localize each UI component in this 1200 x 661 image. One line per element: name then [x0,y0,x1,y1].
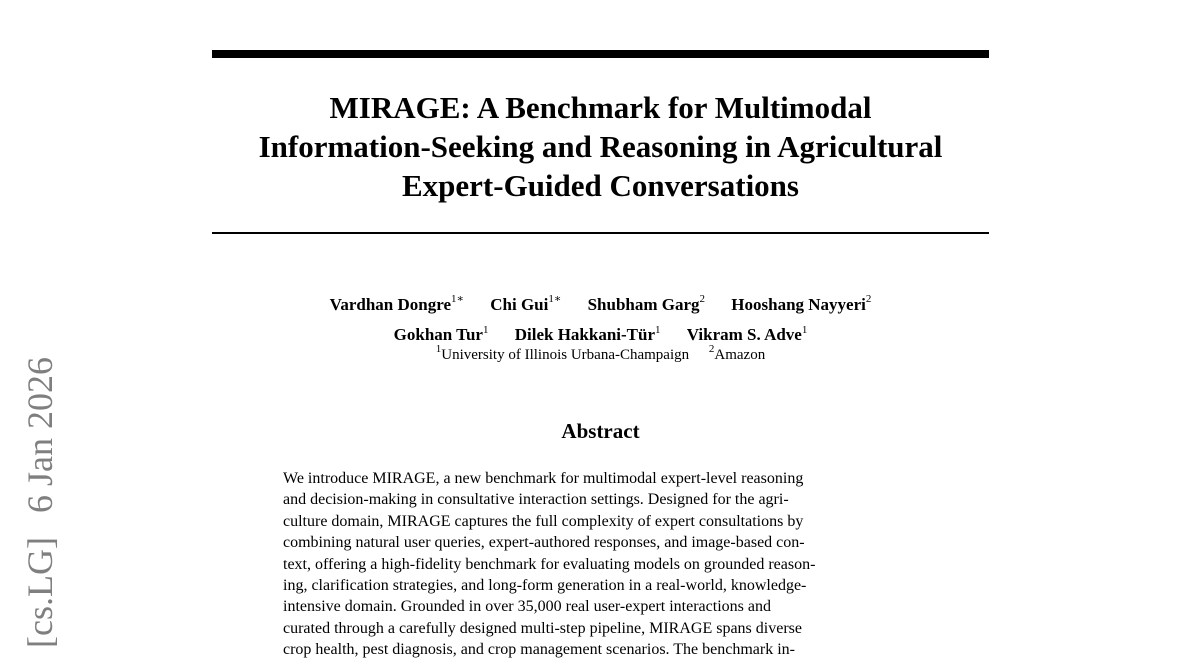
author [731,295,871,314]
abstract-line: crop health, pest diagnosis, and crop management scenarios. The benchmark in- [283,641,795,659]
affiliation-list [212,340,989,365]
author-name: Vardhan Dongre [329,294,451,314]
paper-title [212,88,989,205]
author-row [212,287,989,318]
title-line: Information-Seeking and Reasoning in Agricultural [258,129,943,164]
abstract-heading: Abstract [561,419,640,443]
author-affiliation-mark: 1 [482,323,489,336]
author [490,295,561,314]
author-affiliation-mark: 2 [865,293,872,305]
abstract-line: ing, clarification strategies, and long-form generation in a real-world, knowledge- [283,576,807,594]
abstract-line: curated through a carefully designed multi-step pipeline, MIRAGE spans diverse [283,619,802,637]
affiliation-name: University of Illinois Urbana-Champaign [441,347,690,363]
author-affiliation-mark: 1∗ [548,293,562,305]
affiliation-mark: 2 [708,343,715,355]
author-affiliation-mark: 1 [801,323,808,336]
abstract-line: text, offering a high-fidelity benchmark for evaluating models on grounded reason- [283,555,816,573]
arxiv-stamp [10,357,70,648]
abstract-line: We introduce MIRAGE, a new benchmark for multimodal expert-level reasoning [283,470,804,487]
abstract-text [283,468,920,661]
author-affiliation-mark: 1 [655,323,661,336]
author-name: Chi Gui [490,294,549,314]
affiliation [708,343,766,363]
title-top-rule [212,50,989,58]
affiliation [435,343,690,363]
arxiv-category: [cs.LG] [20,537,60,648]
abstract-line: culture domain, MIRAGE captures the full complexity of expert consultations by [283,512,804,530]
affiliation-name: Amazon [714,347,766,363]
author-name: Dilek Hakkani-Tür [514,325,656,345]
title-line: MIRAGE: A Benchmark for Multimodal [329,90,872,125]
author-affiliation-mark: 2 [699,293,706,305]
author-name: Gokhan Tur [393,325,483,345]
author [588,295,705,314]
author-affiliation-mark: 1∗ [451,293,464,305]
abstract-line: intensive domain. Grounded in over 35,000 real user-expert interactions and [283,598,771,616]
affiliation-mark: 1 [435,343,442,355]
arxiv-date: 6 Jan 2026 [20,357,60,514]
author-name: Hooshang Nayyeri [731,294,866,314]
title-line: Expert-Guided Conversations [402,168,799,203]
author [330,295,464,314]
title-bottom-rule [212,232,989,234]
abstract-line: combining natural user queries, expert-authored responses, and image-based con- [283,534,805,552]
author-name: Shubham Garg [587,294,700,314]
author-name: Vikram S. Adve [686,325,802,345]
abstract-line: and decision-making in consultative interaction settings. Designed for the agri- [283,491,789,509]
